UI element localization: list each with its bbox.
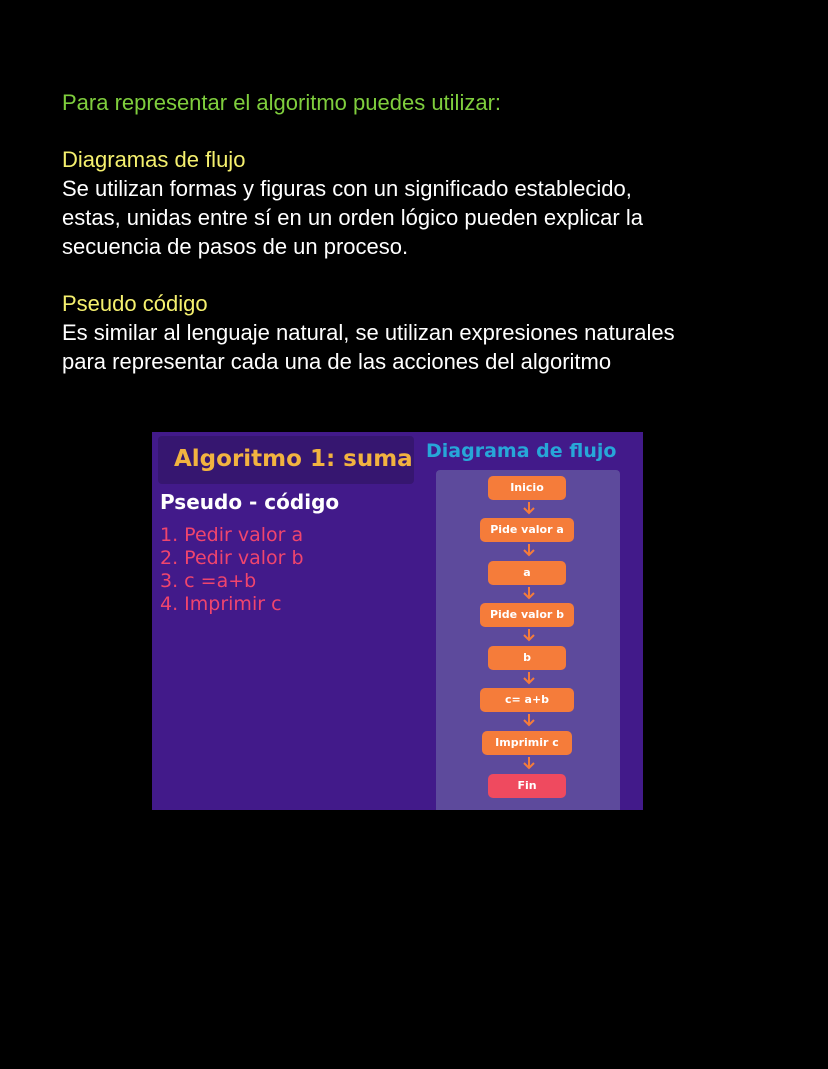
pseudo-code-title: Pseudo - código (160, 490, 340, 514)
flow-step-end: Fin (488, 774, 566, 798)
flow-step: a (488, 561, 566, 585)
flowchart-title: Diagrama de flujo (426, 440, 617, 462)
section-heading-flowchart: Diagramas de flujo (62, 147, 246, 172)
arrow-down-icon (522, 543, 536, 557)
section-line: Es similar al lenguaje natural, se utilizan expresiones naturales (62, 320, 675, 345)
section-line: secuencia de pasos de un proceso. (62, 234, 409, 259)
spacer (62, 117, 782, 145)
slide-title-box (158, 436, 414, 484)
arrow-down-icon (522, 586, 536, 600)
spacer (62, 261, 782, 289)
section-line: estas, unidas entre sí en un orden lógico pueden explicar la (62, 205, 643, 230)
arrow-down-icon (522, 671, 536, 685)
flow-step: Imprimir c (482, 731, 572, 755)
section-line: para representar cada una de las acciones del algoritmo (62, 349, 612, 374)
pseudo-step: 4. Imprimir c (160, 593, 282, 615)
algorithm-slide-image (152, 432, 643, 810)
flowchart-panel (436, 470, 620, 810)
pseudo-step: 2. Pedir valor b (160, 547, 304, 569)
slide-title: Algoritmo 1: suma (174, 446, 413, 472)
arrow-down-icon (522, 713, 536, 727)
text-content (62, 88, 782, 376)
pseudo-step: 3. c =a+b (160, 570, 257, 592)
pseudo-code-list (160, 524, 304, 616)
intro-text: Para representar el algoritmo puedes utilizar: (62, 90, 502, 115)
arrow-down-icon (522, 628, 536, 642)
flow-step: Pide valor b (480, 603, 574, 627)
section-heading-pseudocode: Pseudo código (62, 291, 208, 316)
flow-step: Pide valor a (480, 518, 574, 542)
pseudo-step: 1. Pedir valor a (160, 524, 304, 546)
section-line: Se utilizan formas y figuras con un significado establecido, (62, 176, 632, 201)
arrow-down-icon (522, 501, 536, 515)
flow-step-start: Inicio (488, 476, 566, 500)
arrow-down-icon (522, 756, 536, 770)
flow-step: c= a+b (480, 688, 574, 712)
flow-step: b (488, 646, 566, 670)
